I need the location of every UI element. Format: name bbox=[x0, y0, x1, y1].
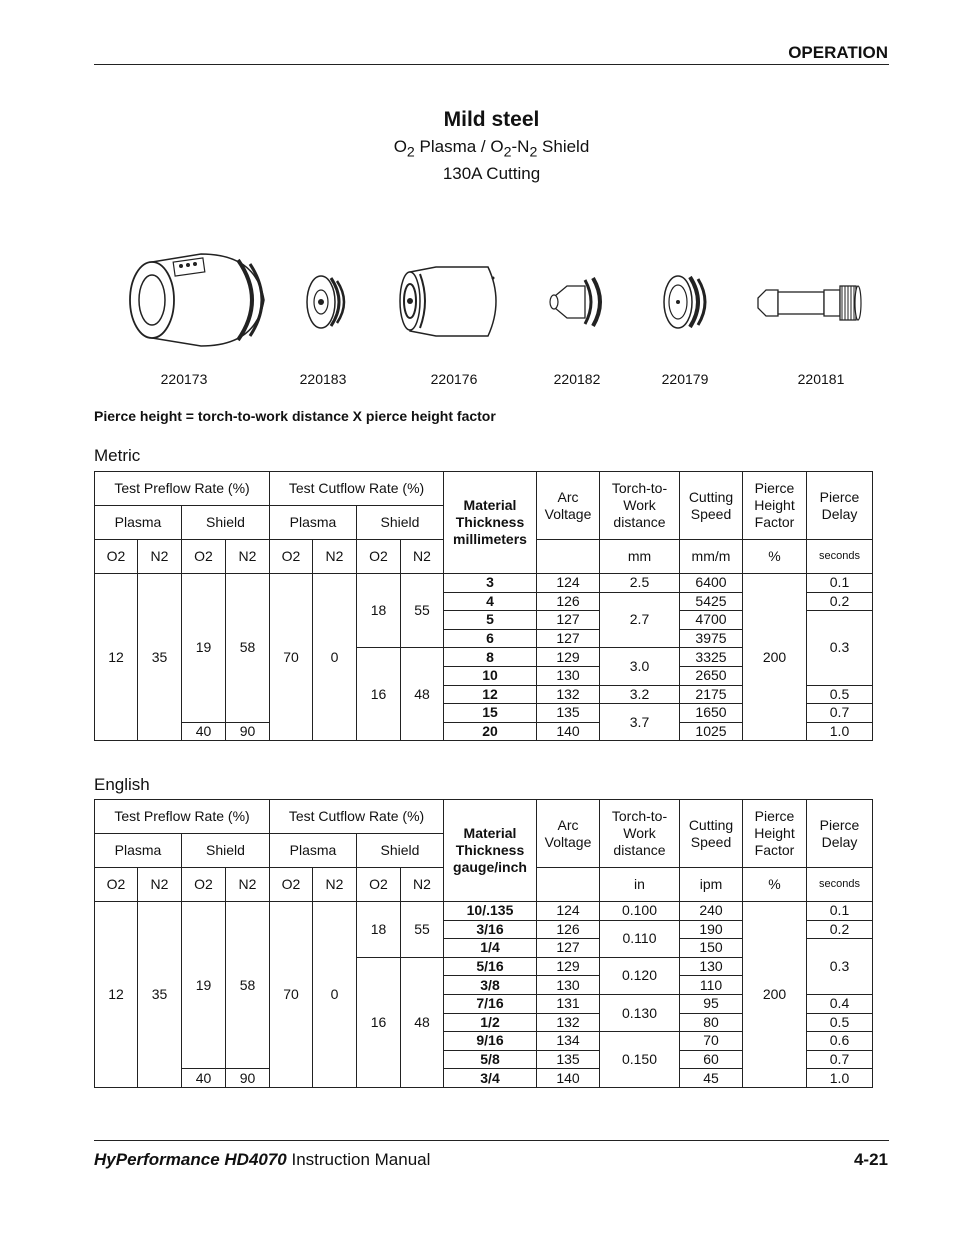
preflow-plasma-header: Plasma bbox=[95, 506, 182, 540]
preflow-shield-n2: 90 bbox=[226, 722, 270, 741]
preflow-shield-n2: 58 bbox=[226, 574, 270, 723]
speed-cell: 80 bbox=[680, 1013, 743, 1032]
gas-header: N2 bbox=[138, 868, 182, 902]
delay-cell: 0.7 bbox=[807, 704, 873, 723]
voltage-unit bbox=[537, 540, 600, 574]
distance-cell: 0.100 bbox=[600, 902, 680, 921]
preflow-shield-o2: 40 bbox=[182, 722, 226, 741]
thickness-cell: 4 bbox=[444, 592, 537, 611]
thickness-cell: 1/2 bbox=[444, 1013, 537, 1032]
gas-header: N2 bbox=[226, 540, 270, 574]
gas-header: O2 bbox=[95, 868, 138, 902]
voltage-cell: 140 bbox=[537, 722, 600, 741]
retaining-cap-part-image bbox=[303, 272, 348, 332]
delay-cell: 0.6 bbox=[807, 1032, 873, 1051]
gas-header: N2 bbox=[226, 868, 270, 902]
speed-cell: 3325 bbox=[680, 648, 743, 667]
english-cut-chart bbox=[94, 799, 873, 1088]
distance-cell: 0.130 bbox=[600, 994, 680, 1031]
gas-header: N2 bbox=[401, 540, 444, 574]
torch-to-work-header: Torch-to- Work distance bbox=[600, 472, 680, 540]
cutflow-shield-n2: 55 bbox=[401, 574, 444, 648]
current-subtitle: 130A Cutting bbox=[442, 164, 541, 183]
pierce-height-factor-header: Pierce Height Factor bbox=[743, 800, 807, 868]
speed-cell: 4700 bbox=[680, 611, 743, 630]
delay-cell: 0.1 bbox=[807, 574, 873, 593]
thickness-cell: 3/8 bbox=[444, 976, 537, 995]
speed-cell: 240 bbox=[680, 902, 743, 921]
speed-cell: 6400 bbox=[680, 574, 743, 593]
electrode-part-image bbox=[756, 282, 864, 324]
torch-to-work-header: Torch-to- Work distance bbox=[600, 800, 680, 868]
preflow-plasma-o2: 12 bbox=[95, 574, 138, 741]
voltage-cell: 130 bbox=[537, 976, 600, 995]
distance-cell: 0.120 bbox=[600, 957, 680, 994]
nozzle-part-image bbox=[398, 264, 508, 339]
part-number: 220183 bbox=[299, 371, 347, 387]
thickness-cell: 8 bbox=[444, 648, 537, 667]
part-number: 220176 bbox=[430, 371, 478, 387]
speed-cell: 5425 bbox=[680, 592, 743, 611]
speed-unit: mm/m bbox=[680, 540, 743, 574]
gas-header: O2 bbox=[182, 540, 226, 574]
thickness-cell: 6 bbox=[444, 629, 537, 648]
speed-cell: 110 bbox=[680, 976, 743, 995]
thickness-cell: 20 bbox=[444, 722, 537, 741]
english-label: English bbox=[94, 775, 150, 794]
distance-cell: 3.0 bbox=[600, 648, 680, 685]
voltage-cell: 131 bbox=[537, 994, 600, 1013]
delay-unit: seconds bbox=[807, 540, 873, 574]
delay-cell: 1.0 bbox=[807, 722, 873, 741]
thickness-cell: 5/16 bbox=[444, 957, 537, 976]
speed-cell: 2175 bbox=[680, 685, 743, 704]
gas-header: O2 bbox=[182, 868, 226, 902]
thickness-cell: 1/4 bbox=[444, 939, 537, 958]
voltage-cell: 127 bbox=[537, 629, 600, 648]
pierce-delay-header: Pierce Delay bbox=[807, 800, 873, 868]
pierce-height-factor-cell: 200 bbox=[743, 574, 807, 741]
part-number: 220181 bbox=[797, 371, 845, 387]
thickness-cell: 7/16 bbox=[444, 994, 537, 1013]
speed-cell: 3975 bbox=[680, 629, 743, 648]
speed-cell: 95 bbox=[680, 994, 743, 1013]
voltage-cell: 129 bbox=[537, 648, 600, 667]
pierce-delay-header: Pierce Delay bbox=[807, 472, 873, 540]
cutflow-header: Test Cutflow Rate (%) bbox=[270, 472, 444, 506]
gas-header: N2 bbox=[401, 868, 444, 902]
voltage-cell: 124 bbox=[537, 574, 600, 593]
thickness-cell: 5/8 bbox=[444, 1050, 537, 1069]
gas-header: N2 bbox=[313, 540, 357, 574]
factor-unit: % bbox=[743, 868, 807, 902]
gas-header: N2 bbox=[313, 868, 357, 902]
shield-part-image bbox=[126, 250, 271, 350]
delay-cell: 0.5 bbox=[807, 685, 873, 704]
preflow-plasma-header: Plasma bbox=[95, 834, 182, 868]
preflow-plasma-n2: 35 bbox=[138, 902, 182, 1088]
delay-cell: 1.0 bbox=[807, 1069, 873, 1088]
pierce-height-formula: Pierce height = torch-to-work distance X pierce height factor bbox=[94, 408, 496, 424]
cutflow-plasma-o2: 70 bbox=[270, 902, 313, 1088]
factor-unit: % bbox=[743, 540, 807, 574]
speed-cell: 150 bbox=[680, 939, 743, 958]
delay-cell: 0.3 bbox=[807, 939, 873, 995]
distance-unit: mm bbox=[600, 540, 680, 574]
thickness-cell: 3/4 bbox=[444, 1069, 537, 1088]
gas-header: O2 bbox=[270, 868, 313, 902]
gas-subtitle: $O_2$ Plasma / $O_2-N_2$ Shield bbox=[393, 137, 590, 161]
thickness-cell: 9/16 bbox=[444, 1032, 537, 1051]
cutflow-plasma-n2: 0 bbox=[313, 574, 357, 741]
cutting-speed-header: Cutting Speed bbox=[680, 800, 743, 868]
speed-cell: 1025 bbox=[680, 722, 743, 741]
cutflow-plasma-n2: 0 bbox=[313, 902, 357, 1088]
thickness-cell: 3 bbox=[444, 574, 537, 593]
footer-rule bbox=[94, 1140, 889, 1141]
thickness-cell: 10/.135 bbox=[444, 902, 537, 921]
cutflow-shield-header: Shield bbox=[357, 834, 444, 868]
electrode-cap-part-image bbox=[656, 272, 716, 332]
voltage-cell: 132 bbox=[537, 1013, 600, 1032]
speed-cell: 70 bbox=[680, 1032, 743, 1051]
preflow-shield-o2: 19 bbox=[182, 574, 226, 723]
gas-header: N2 bbox=[138, 540, 182, 574]
cutflow-plasma-o2: 70 bbox=[270, 574, 313, 741]
pierce-height-factor-header: Pierce Height Factor bbox=[743, 472, 807, 540]
delay-cell: 0.5 bbox=[807, 1013, 873, 1032]
distance-cell: 2.5 bbox=[600, 574, 680, 593]
cutflow-plasma-header: Plasma bbox=[270, 834, 357, 868]
voltage-unit bbox=[537, 868, 600, 902]
delay-unit: seconds bbox=[807, 868, 873, 902]
preflow-plasma-o2: 12 bbox=[95, 902, 138, 1088]
section-header: OPERATION bbox=[788, 43, 888, 62]
material-thickness-header: Material Thickness millimeters bbox=[444, 472, 537, 574]
page-title: Mild steel bbox=[443, 108, 540, 131]
product-name: HyPerformance HD4070 bbox=[94, 1150, 287, 1169]
preflow-shield-header: Shield bbox=[182, 506, 270, 540]
speed-cell: 2650 bbox=[680, 666, 743, 685]
preflow-header: Test Preflow Rate (%) bbox=[95, 472, 270, 506]
voltage-cell: 126 bbox=[537, 592, 600, 611]
delay-cell: 0.4 bbox=[807, 994, 873, 1013]
voltage-cell: 129 bbox=[537, 957, 600, 976]
part-number: 220182 bbox=[553, 371, 601, 387]
distance-cell: 0.110 bbox=[600, 920, 680, 957]
voltage-cell: 132 bbox=[537, 685, 600, 704]
voltage-cell: 126 bbox=[537, 920, 600, 939]
thickness-cell: 15 bbox=[444, 704, 537, 723]
voltage-cell: 127 bbox=[537, 611, 600, 630]
arc-voltage-header: Arc Voltage bbox=[537, 472, 600, 540]
speed-cell: 60 bbox=[680, 1050, 743, 1069]
delay-cell: 0.3 bbox=[807, 611, 873, 685]
pierce-height-factor-cell: 200 bbox=[743, 902, 807, 1088]
cutflow-shield-n2: 48 bbox=[401, 648, 444, 741]
preflow-shield-n2: 90 bbox=[226, 1069, 270, 1088]
cutflow-shield-n2: 48 bbox=[401, 957, 444, 1087]
cutflow-plasma-header: Plasma bbox=[270, 506, 357, 540]
preflow-shield-header: Shield bbox=[182, 834, 270, 868]
distance-cell: 2.7 bbox=[600, 592, 680, 648]
thickness-cell: 10 bbox=[444, 666, 537, 685]
distance-cell: 3.2 bbox=[600, 685, 680, 704]
voltage-cell: 127 bbox=[537, 939, 600, 958]
delay-cell: 0.2 bbox=[807, 592, 873, 611]
page-number: 4-21 bbox=[853, 1150, 888, 1169]
voltage-cell: 124 bbox=[537, 902, 600, 921]
gas-header: O2 bbox=[95, 540, 138, 574]
voltage-cell: 140 bbox=[537, 1069, 600, 1088]
preflow-shield-o2: 19 bbox=[182, 902, 226, 1069]
speed-cell: 1650 bbox=[680, 704, 743, 723]
cutflow-shield-header: Shield bbox=[357, 506, 444, 540]
preflow-shield-n2: 58 bbox=[226, 902, 270, 1069]
delay-cell: 0.7 bbox=[807, 1050, 873, 1069]
part-number: 220173 bbox=[160, 371, 208, 387]
delay-cell: 0.1 bbox=[807, 902, 873, 921]
material-thickness-header: Material Thickness gauge/inch bbox=[444, 800, 537, 902]
distance-unit: in bbox=[600, 868, 680, 902]
cutflow-header: Test Cutflow Rate (%) bbox=[270, 800, 444, 834]
gas-header: O2 bbox=[357, 868, 401, 902]
cutflow-shield-o2: 16 bbox=[357, 957, 401, 1087]
delay-cell: 0.2 bbox=[807, 920, 873, 939]
preflow-shield-o2: 40 bbox=[182, 1069, 226, 1088]
consumables-illustration bbox=[0, 0, 954, 400]
swirl-ring-part-image bbox=[545, 274, 610, 330]
speed-cell: 45 bbox=[680, 1069, 743, 1088]
voltage-cell: 130 bbox=[537, 666, 600, 685]
voltage-cell: 135 bbox=[537, 704, 600, 723]
cutflow-shield-n2: 55 bbox=[401, 902, 444, 958]
thickness-cell: 3/16 bbox=[444, 920, 537, 939]
speed-cell: 190 bbox=[680, 920, 743, 939]
thickness-cell: 5 bbox=[444, 611, 537, 630]
metric-label: Metric bbox=[94, 446, 141, 465]
arc-voltage-header: Arc Voltage bbox=[537, 800, 600, 868]
voltage-cell: 134 bbox=[537, 1032, 600, 1051]
gas-header: O2 bbox=[357, 540, 401, 574]
voltage-cell: 135 bbox=[537, 1050, 600, 1069]
gas-header: O2 bbox=[270, 540, 313, 574]
preflow-header: Test Preflow Rate (%) bbox=[95, 800, 270, 834]
speed-cell: 130 bbox=[680, 957, 743, 976]
cutflow-shield-o2: 16 bbox=[357, 648, 401, 741]
document-name: Instruction Manual bbox=[286, 1150, 431, 1169]
distance-cell: 3.7 bbox=[600, 704, 680, 741]
preflow-plasma-n2: 35 bbox=[138, 574, 182, 741]
cutflow-shield-o2: 18 bbox=[357, 574, 401, 648]
distance-cell: 0.150 bbox=[600, 1032, 680, 1088]
part-number: 220179 bbox=[661, 371, 709, 387]
thickness-cell: 12 bbox=[444, 685, 537, 704]
speed-unit: ipm bbox=[680, 868, 743, 902]
cutting-speed-header: Cutting Speed bbox=[680, 472, 743, 540]
cutflow-shield-o2: 18 bbox=[357, 902, 401, 958]
metric-cut-chart bbox=[94, 471, 873, 741]
